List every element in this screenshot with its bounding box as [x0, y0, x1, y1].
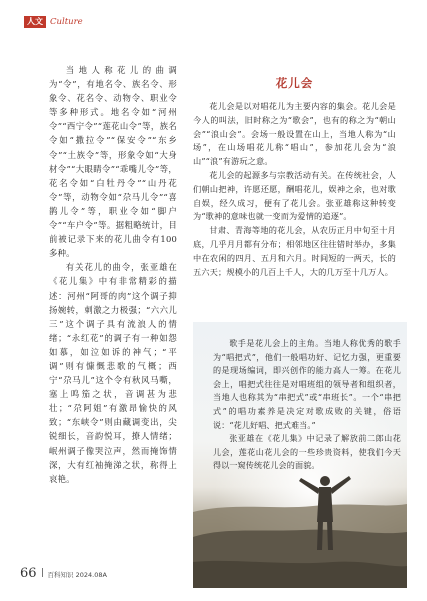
grass-foreground — [193, 561, 407, 588]
page-footer — [20, 566, 107, 581]
section-tag-english: Culture — [50, 17, 83, 27]
left-column — [49, 63, 177, 486]
section-tag-label: 人文 — [24, 16, 46, 28]
left-paragraph-2: 有关花儿的曲令，张亚雄在《花儿集》中有非常精彩的描述：河州“阿哥的肉”这个调子抑扬婉转，刺激之力极强；“六六儿三”这个调子具有流浪人的情绪；“永红花”的调子有一种如怨如慕，如泣如诉的神气；“平调”则有慷慨悲歌的气概；西宁“尕马儿”这个令有秋风马嘶，塞上鸣笳之状，音调甚为悲壮；“尕阿姐”有激昂愉快的风致；“东峡令”则由藏调变出，尖锐细长，音韵悦耳，撩人情绪；岷州调子像哭泣声，然而掩饰情深，大有红袖掩涕之状，称得上哀艳。 — [49, 262, 177, 484]
magazine-issue: 百科知识 2024.08A — [47, 571, 107, 579]
photo-paragraph-2: 张亚雄在《花儿集》中记录了解放前二郎山花儿会，莲花山花儿会的一些珍贵资料，使我们今天得以一窥传统花儿会的面貌。 — [213, 433, 401, 471]
right-paragraph-1: 花儿会是以对唱花儿为主要内容的集会。花儿会是今人的叫法，旧时称之为“歌会”，也有的称之为“朝山会”“浪山会”。会场一般设置在山上，当地人称为“山场”，在山场唱花儿称“唱山”，参加花儿会为“浪山”“浪”有游玩之意。 — [193, 101, 396, 167]
photo-paragraph-1: 歌手是花儿会上的主角。当地人称优秀的歌手为“唱把式”，他们一般唱功好、记忆力强，更重要的是现场编词，即兴创作的能力高人一筹。在花儿会上，唱把式往往是对唱班组的领导者和组织者，当地人也称其为“串把式”或“串班长”。一个“串把式”的唱功素养是决定对歌成败的关键，俗语说：“花儿好唱、把式难当。” — [213, 338, 401, 430]
section-tag — [24, 16, 83, 28]
left-paragraph-1: 当地人称花儿的曲调为“令”，有地名令、族名令、形象令、花名令、动物令、职业令等多种形式。地名令如“河州令”“西宁令”“莲花山令”等，族名令如“撒拉令”“保安令”“东乡令”“土族令”等，形象令如“大身材令”“大眼睛令”“乖嘴儿令”等，花名令如“白牡丹令”“山丹花令”等，动物令如“尕马儿令”“喜鹊儿令”等，职业令如“脚户令”“车户令”等。据粗略统计，目前被记录下来的花儿曲令有100多种。 — [49, 65, 177, 259]
right-paragraph-3: 甘肃、青海等地的花儿会，从农历正月中旬至十月底，几乎月月都有分布；相邻地区往往错时举办，多集中在农闲的四月、五月和六月。时间短的一两天，长的五六天；规模小的几百上千人，大的几万至十几万人。 — [193, 225, 396, 277]
photo-caption-text — [213, 337, 401, 473]
page-number: 66 — [20, 566, 37, 581]
right-paragraph-2: 花儿会的起源多与宗教活动有关。在传统社会，人们朝山把神，许愿还愿，酬唱花儿，娱神之余，也对歌自娱，经久成习，便有了花儿会。张亚雄称这种转变为“歌神的意味也就一变而为爱情的追逐”。 — [193, 169, 396, 222]
footer-divider — [42, 568, 43, 577]
article-title: 花儿会 — [275, 76, 314, 90]
singer-photo — [193, 322, 407, 588]
right-column — [193, 75, 396, 279]
page-header — [0, 0, 427, 44]
